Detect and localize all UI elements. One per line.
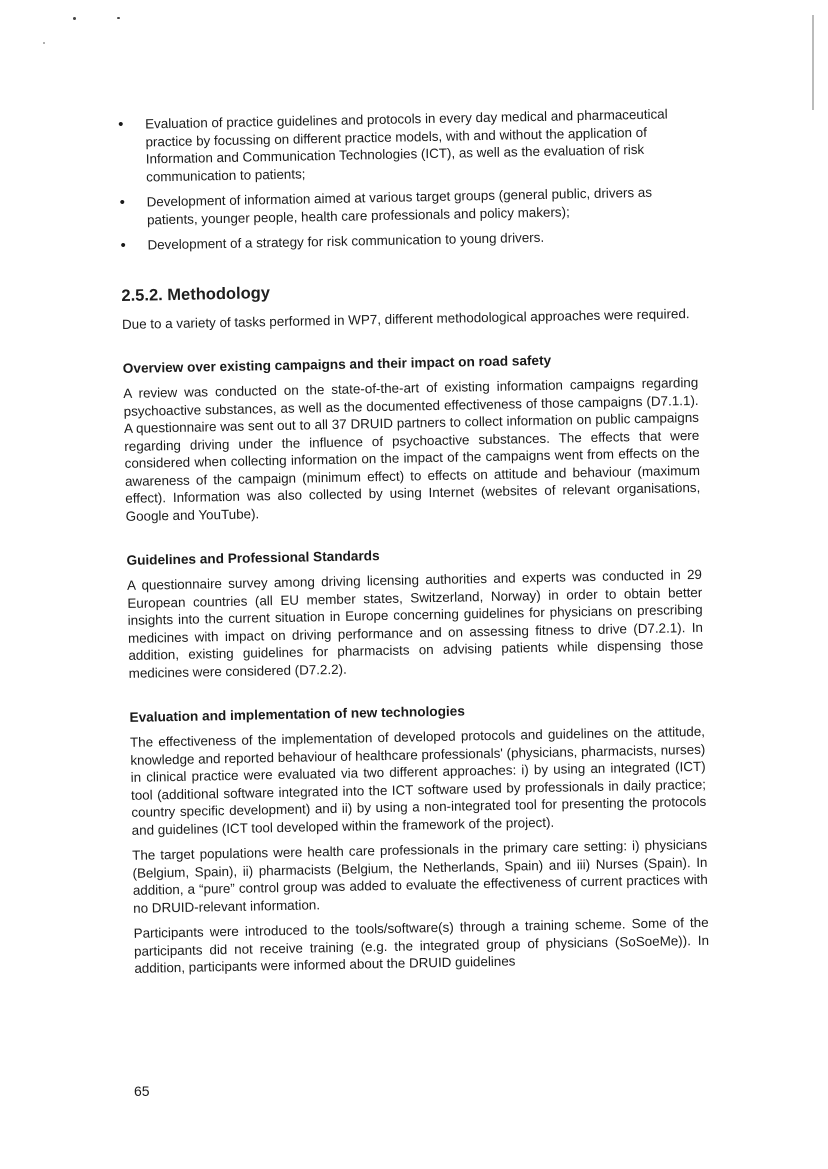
list-item-text: Development of a strategy for risk communication to young drivers. — [147, 229, 545, 253]
bullet-icon: • — [120, 236, 126, 254]
paragraph: The target populations were health care professionals in the primary care setting: i) physicians (Belgium, Spain), ii) pharmacists (Belgium, the Netherlands, Spain) and iii) Nurses (Spain). In addition, a “pure” control group was added to evaluate the effectiveness of current practices with no DRUID-relevant information. — [132, 836, 708, 916]
paragraph: Participants were introduced to the tools/software(s) through a training scheme. Some of the participants did not receive training (e.g. the integrated group of physicians (SoSoeMe)). In addition, participants were informed about the DRUID guidelines — [133, 914, 710, 976]
section-intro: Due to a variety of tasks performed in WP7, different methodological approaches were required. — [121, 305, 690, 332]
list-item — [119, 183, 695, 229]
section-heading: 2.5.2. Methodology — [121, 283, 271, 305]
scan-speck — [73, 17, 76, 20]
bullet-icon: • — [119, 193, 126, 211]
bullet-list — [118, 105, 696, 255]
scan-speck — [43, 42, 45, 44]
bullet-icon: • — [118, 115, 124, 133]
paragraph: A review was conducted on the state-of-the-art of existing information campaigns regarding psychoactive substances, as well as the documented effectiveness of those campaigns (D7.1.1). A questionnaire was sent out to all 37 DRUID partners to collect information on public campaigns regarding driving under the influence of psychoactive substances. The effects that were considered when collecting information on the impact of the campaigns went from effects on the awareness of the campaign (minimum effect) to effects on attitude and behaviour (maximum effect). Information was also collected by using Internet (websites of relevant organisations, Google and YouTube). — [123, 374, 701, 524]
paragraph: The effectiveness of the implementation of developed protocols and guidelines on the attitude, knowledge and reported behaviour of healthcare professionals' (physicians, pharmacists, nurses) in clinical practice were evaluated via two different approaches: i) by using an integrated (ICT) tool (additional software integrated into the ICT software used by professionals in daily practice; country specific development) and ii) by using a non-integrated tool for presenting the protocols and guidelines (ICT tool developed within the framework of the project). — [129, 723, 707, 838]
list-item-text: Development of information aimed at various target groups (general public, drivers as patients, younger people, health care professionals and policy makers); — [146, 184, 653, 227]
subsection-heading-campaigns: Overview over existing campaigns and their impact on road safety — [122, 352, 552, 376]
scan-speck — [117, 17, 120, 19]
subsection-heading-guidelines: Guidelines and Professional Standards — [126, 548, 380, 568]
document-body — [118, 105, 710, 985]
subsection-heading-technologies: Evaluation and implementation of new technologies — [129, 703, 465, 725]
page-number: 65 — [134, 1083, 150, 1099]
page-edge-line — [812, 15, 814, 110]
list-item — [120, 226, 695, 255]
list-item — [118, 105, 694, 186]
list-item-text: Evaluation of practice guidelines and protocols in every day medical and pharmaceutical practice by focussing on different practice models, with and without the application of Information and Communication Technologies (ICT), as well as the evaluation of risk communication to patients; — [145, 106, 668, 184]
paragraph: A questionnaire survey among driving licensing authorities and experts was conducted in 29 European countries (all EU member states, Switzerland, Norway) in order to obtain better insights into the current situation in Europe concerning guidelines for physicians on prescribing medicines with impact on driving performance and on assessing fitness to drive (D7.2.1). In addition, existing guidelines for pharmacists on advising patients while dispensing those medicines were considered (D7.2.2). — [126, 566, 704, 681]
